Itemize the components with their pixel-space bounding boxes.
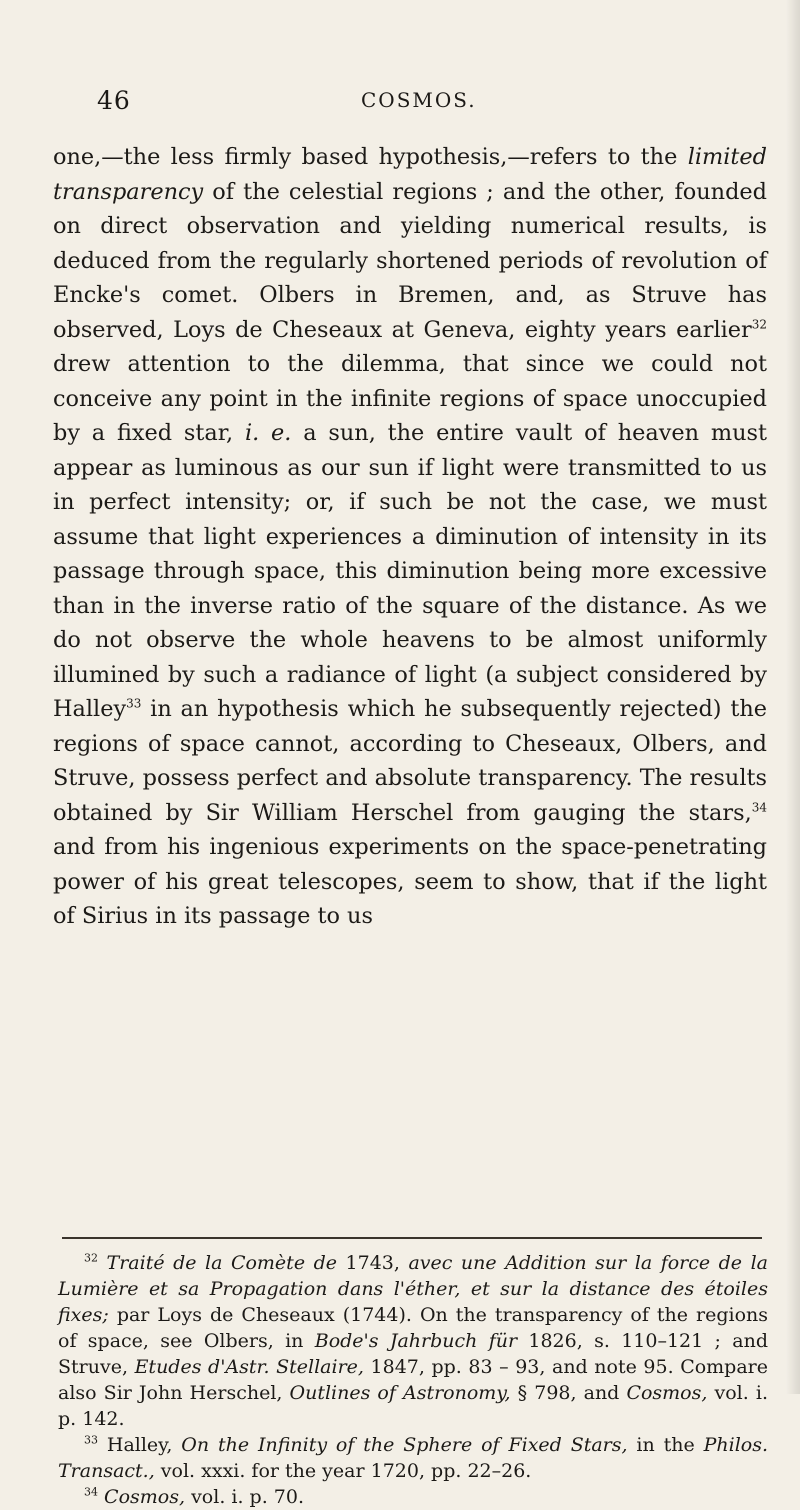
footnote-italic-run: Cosmos, bbox=[626, 1382, 708, 1404]
page-number: 46 bbox=[97, 86, 131, 115]
footnote-text-run: § 798, and bbox=[510, 1382, 627, 1404]
page-header bbox=[97, 86, 727, 126]
footnote-33 bbox=[58, 1432, 768, 1484]
footnote-italic-run: Philos. Transact., bbox=[58, 1434, 768, 1482]
footnote-ref-34[interactable]: 34 bbox=[751, 800, 767, 815]
footnote-number: 34 bbox=[84, 1485, 98, 1499]
body-text-run: one,—the less firmly based hypothesis,—refers to the bbox=[53, 144, 688, 170]
footnote-34 bbox=[58, 1484, 768, 1510]
footnote-text-run: par Loys de Cheseaux (1744). On the transparency of the regions of space, see Olbers, in bbox=[58, 1304, 768, 1352]
footnote-ref-33[interactable]: 33 bbox=[126, 696, 142, 711]
footnotes bbox=[58, 1250, 768, 1510]
body-text-run: of the celestial regions ; and the other, founded on direct observation and yielding numerical results, is deduced from the regularly shortened periods of revolution of Encke's comet. Olbers in Bremen, and, as Struve has observed, Loys de Cheseaux at Geneva, eighty years earlier bbox=[53, 178, 767, 343]
body-text-run: and from his ingenious experiments on the space-penetrating power of his great telescopes, seem to show, that if the light of Sirius in its passage to us bbox=[53, 834, 767, 929]
body-italic-run: i. e. bbox=[244, 420, 292, 446]
footnote-text-run: 1847, pp. 83 – 93, and note 95. Compare also Sir John Herschel, bbox=[58, 1356, 769, 1404]
footnote-text-run: vol. i. p. 70. bbox=[185, 1486, 305, 1508]
body-text-run: drew attention to the dilemma, that since we could not conceive any point in the infinite regions of space unoccupied by a fixed star, bbox=[53, 351, 767, 446]
footnote-italic-run: Outlines of Astronomy, bbox=[289, 1382, 511, 1404]
footnote-text-run: in the bbox=[627, 1434, 704, 1456]
footnote-italic-run: Traité de la Comète de bbox=[106, 1252, 337, 1274]
footnote-text-run: Halley, bbox=[106, 1434, 182, 1456]
footnote-divider bbox=[62, 1237, 762, 1239]
body-text-run: a sun, the entire vault of heaven must appear as luminous as our sun if light were transmitted to us in perfect intensity; or, if such be not the case, we must assume that light experiences a diminution of intensity in its passage through space, this diminution being more excessive than in the inverse ratio of the square of the distance. As we do not observe the whole heavens to be almost uniformly illumined by such a radiance of light (a subject considered by Halley bbox=[53, 420, 767, 722]
footnote-italic-run: Bode's Jahrbuch für bbox=[314, 1330, 518, 1352]
footnote-text-run: 1826, s. 110–121 ; and Struve, bbox=[58, 1330, 769, 1378]
footnote-italic-run: On the Infinity of the Sphere of Fixed Stars, bbox=[181, 1434, 628, 1456]
body-italic-run: limited transparency bbox=[53, 144, 767, 205]
footnote-number: 32 bbox=[84, 1251, 98, 1265]
footnote-italic-run: avec une Addition sur la force de la Lumière et sa Propagation dans l'éther, et sur la distance des étoiles fixes; bbox=[58, 1252, 768, 1326]
footnote-text-run: vol. xxxi. for the year 1720, pp. 22–26. bbox=[154, 1460, 532, 1482]
footnote-italic-run: Cosmos, bbox=[104, 1486, 186, 1508]
footnote-number: 33 bbox=[84, 1433, 98, 1447]
footnote-text-run: vol. i. p. 142. bbox=[58, 1382, 768, 1430]
footnote-32 bbox=[58, 1250, 768, 1432]
footnote-italic-run: Etudes d'Astr. Stellaire, bbox=[134, 1356, 364, 1378]
running-head: COSMOS. bbox=[361, 88, 477, 112]
body-text bbox=[53, 140, 767, 934]
body-text-run: in an hypothesis which he subsequently rejected) the regions of space cannot, according to Cheseaux, Olbers, and Struve, possess perfect and absolute transparency. The results obtained by Sir William Herschel from gauging the stars, bbox=[53, 696, 767, 826]
footnote-ref-32[interactable]: 32 bbox=[751, 317, 767, 332]
footnote-text-run: 1743, bbox=[337, 1252, 409, 1274]
page-edge-shadow bbox=[786, 0, 800, 1394]
body-paragraph bbox=[53, 140, 767, 934]
